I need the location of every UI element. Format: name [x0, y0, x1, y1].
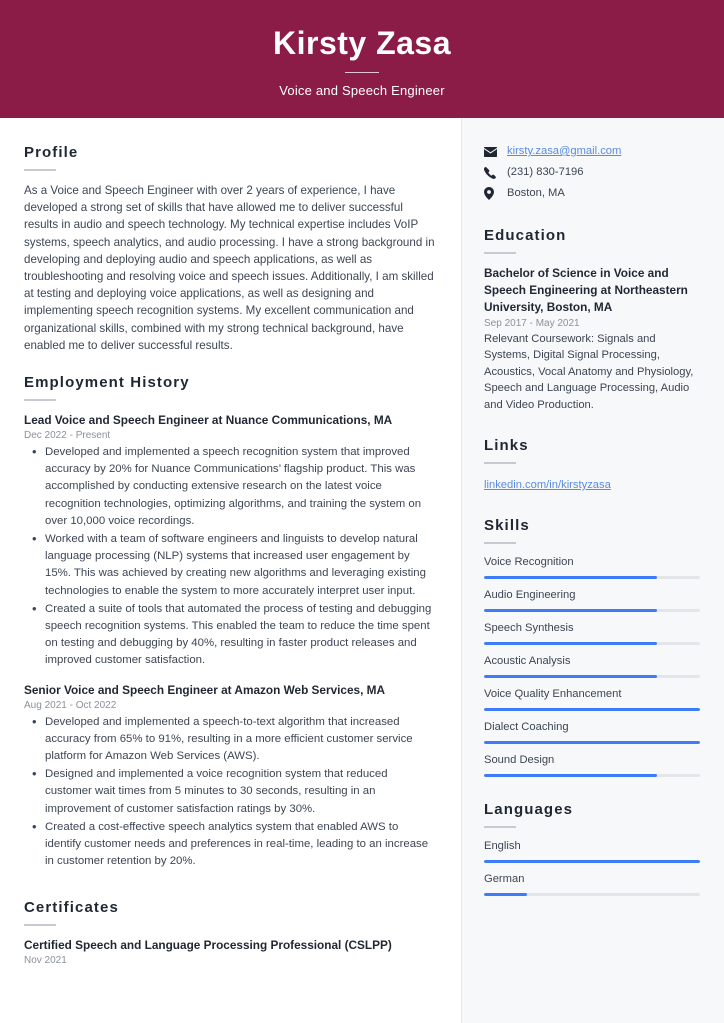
- main-column: [0, 118, 462, 1023]
- skill-track: [484, 774, 700, 777]
- contact-row-email[interactable]: [484, 144, 700, 159]
- sidebar-column: [462, 118, 724, 1023]
- skill-fill: [484, 741, 700, 744]
- profile-heading: Profile: [24, 144, 79, 161]
- certificates-heading-rule: [24, 924, 56, 926]
- certificate-entry: [24, 937, 437, 966]
- skills-heading-rule: [484, 542, 516, 544]
- language-fill: [484, 860, 700, 863]
- languages-heading-rule: [484, 826, 516, 828]
- certificate-title: Certified Speech and Language Processing Professional (CSLPP): [24, 937, 392, 952]
- skill-item: [484, 588, 700, 612]
- links-heading-rule: [484, 462, 516, 464]
- certificates-heading: Certificates: [24, 898, 119, 916]
- section-skills: [484, 517, 700, 777]
- skill-item: [484, 687, 700, 711]
- phone-number: (231) 830-7196: [507, 166, 584, 178]
- job-date: Dec 2022 - Present: [24, 430, 111, 442]
- language-item: [484, 839, 700, 863]
- education-description: Relevant Coursework: Signals and Systems, Digital Signal Processing, Acoustics, Vocal Anatomy and Physiology, Speech and Language Processing, Audio and Video Production.: [484, 333, 694, 411]
- skill-track: [484, 576, 700, 579]
- skill-track: [484, 609, 700, 612]
- language-item: [484, 872, 700, 896]
- language-track: [484, 893, 700, 896]
- profile-text: As a Voice and Speech Engineer with over 2 years of experience, I have developed a strong set of skills that have allowed me to deliver successful results in audio and speech technology. My technical expertise includes VoIP systems, speech analytics, and audio processing. I have a strong background in developing and deploying audio and speech applications, as well as troubleshooting and resolving voice and speech issues. Additionally, I am skilled at testing and deploying voice applications, as well as designing and implementing speech recognition systems. My excellent communication and organizational skills, combined with my strong technical background, have enabled me to deliver successful results.: [24, 184, 435, 352]
- language-label: German: [484, 873, 525, 886]
- job-bullets: [26, 444, 437, 670]
- skill-track: [484, 741, 700, 744]
- skill-track: [484, 675, 700, 678]
- job-bullet: • Developed and implemented a speech recognition system that improved accuracy by 20% for Nuance Communications’ flagship product. This was accomplished by conducting extensive research on the latest voice recognition technologies, optimizing algorithms, and training the system on over 10,000 voice recordings.: [26, 444, 437, 530]
- section-links: [484, 437, 700, 493]
- skill-fill: [484, 774, 657, 777]
- education-title: Bachelor of Science in Voice and Speech Engineering at Northeastern University, Boston, MA: [484, 266, 688, 314]
- skill-item: [484, 555, 700, 579]
- job-bullet: • Worked with a team of software engineers and linguists to develop natural language processing (NLP) systems that increased user engagement by 15%. This was achieved by creating new algorithms and leveraging existing technologies to enable the system to more accurately interpret user input.: [26, 531, 437, 600]
- skill-fill: [484, 708, 700, 711]
- email-link[interactable]: kirsty.zasa@gmail.com: [507, 145, 622, 157]
- skill-label: Acoustic Analysis: [484, 655, 571, 668]
- job-bullet: • Created a cost-effective speech analytics system that enabled AWS to identify customer needs and preferences in real-time, leading to an increase in customer retention by 20%.: [26, 819, 437, 871]
- skill-fill: [484, 609, 657, 612]
- resume-header: [0, 0, 724, 118]
- skill-fill: [484, 675, 657, 678]
- header-divider: [345, 72, 379, 73]
- contact-row-phone: [484, 165, 700, 180]
- skill-fill: [484, 576, 657, 579]
- job-title: Senior Voice and Speech Engineer at Amazon Web Services, MA: [24, 682, 386, 697]
- job-bullet: • Designed and implemented a voice recognition system that reduced customer wait times from 5 minutes to 30 seconds, resulting in an improvement of customer satisfaction ratings by 30%.: [26, 766, 437, 818]
- education-heading: Education: [484, 227, 567, 244]
- skill-item: [484, 654, 700, 678]
- section-languages: [484, 801, 700, 896]
- job-bullets: [26, 714, 437, 871]
- job-entry: [24, 412, 437, 670]
- languages-heading: Languages: [484, 801, 574, 819]
- skill-label: Voice Quality Enhancement: [484, 688, 622, 701]
- job-entry: [24, 682, 437, 871]
- skill-label: Sound Design: [484, 754, 555, 767]
- profile-heading-rule: [24, 169, 56, 171]
- employment-heading-rule: [24, 399, 56, 401]
- language-track: [484, 860, 700, 863]
- section-employment-history: [24, 374, 437, 870]
- education-date: Sep 2017 - May 2021: [484, 318, 580, 329]
- candidate-name: Kirsty Zasa: [272, 24, 452, 61]
- education-heading-rule: [484, 252, 516, 254]
- job-bullet: • Developed and implemented a speech-to-text algorithm that increased accuracy from 65% to 91%, resulting in a more efficient customer service platform for Amazon Web Services (AWS).: [26, 714, 437, 766]
- envelope-icon: [484, 147, 499, 157]
- section-profile: [24, 144, 437, 354]
- job-bullet: • Created a suite of tools that automated the process of testing and debugging speech recognition systems. This enabled the team to reduce the time spent on testing and debugging by 40%, resulting in faster product releases and improved customer satisfaction.: [26, 601, 437, 670]
- candidate-job-title: Voice and Speech Engineer: [279, 83, 445, 99]
- skill-label: Audio Engineering: [484, 589, 576, 602]
- language-fill: [484, 893, 527, 896]
- section-certificates: [24, 899, 437, 966]
- skill-item: [484, 720, 700, 744]
- location-pin-icon: [484, 187, 499, 200]
- contact-list: [484, 144, 700, 201]
- language-label: English: [484, 840, 521, 853]
- phone-icon: [484, 167, 499, 179]
- skill-label: Voice Recognition: [484, 556, 574, 569]
- skill-label: Speech Synthesis: [484, 622, 574, 635]
- link-item[interactable]: [484, 475, 700, 493]
- skill-item: [484, 753, 700, 777]
- section-education: [484, 227, 700, 413]
- links-heading: Links: [484, 437, 529, 455]
- job-title: Lead Voice and Speech Engineer at Nuance Communications, MA: [24, 413, 393, 428]
- skill-track: [484, 708, 700, 711]
- job-date: Aug 2021 - Oct 2022: [24, 699, 117, 711]
- contact-row-location: [484, 186, 700, 201]
- skill-fill: [484, 642, 657, 645]
- location-text: Boston, MA: [507, 187, 565, 199]
- skill-track: [484, 642, 700, 645]
- skill-label: Dialect Coaching: [484, 721, 569, 734]
- linkedin-link[interactable]: linkedin.com/in/kirstyzasa: [484, 479, 611, 492]
- skills-heading: Skills: [484, 517, 530, 535]
- employment-heading: Employment History: [24, 374, 190, 392]
- skill-item: [484, 621, 700, 645]
- resume-body: [0, 118, 724, 1023]
- certificate-date: Nov 2021: [24, 954, 67, 966]
